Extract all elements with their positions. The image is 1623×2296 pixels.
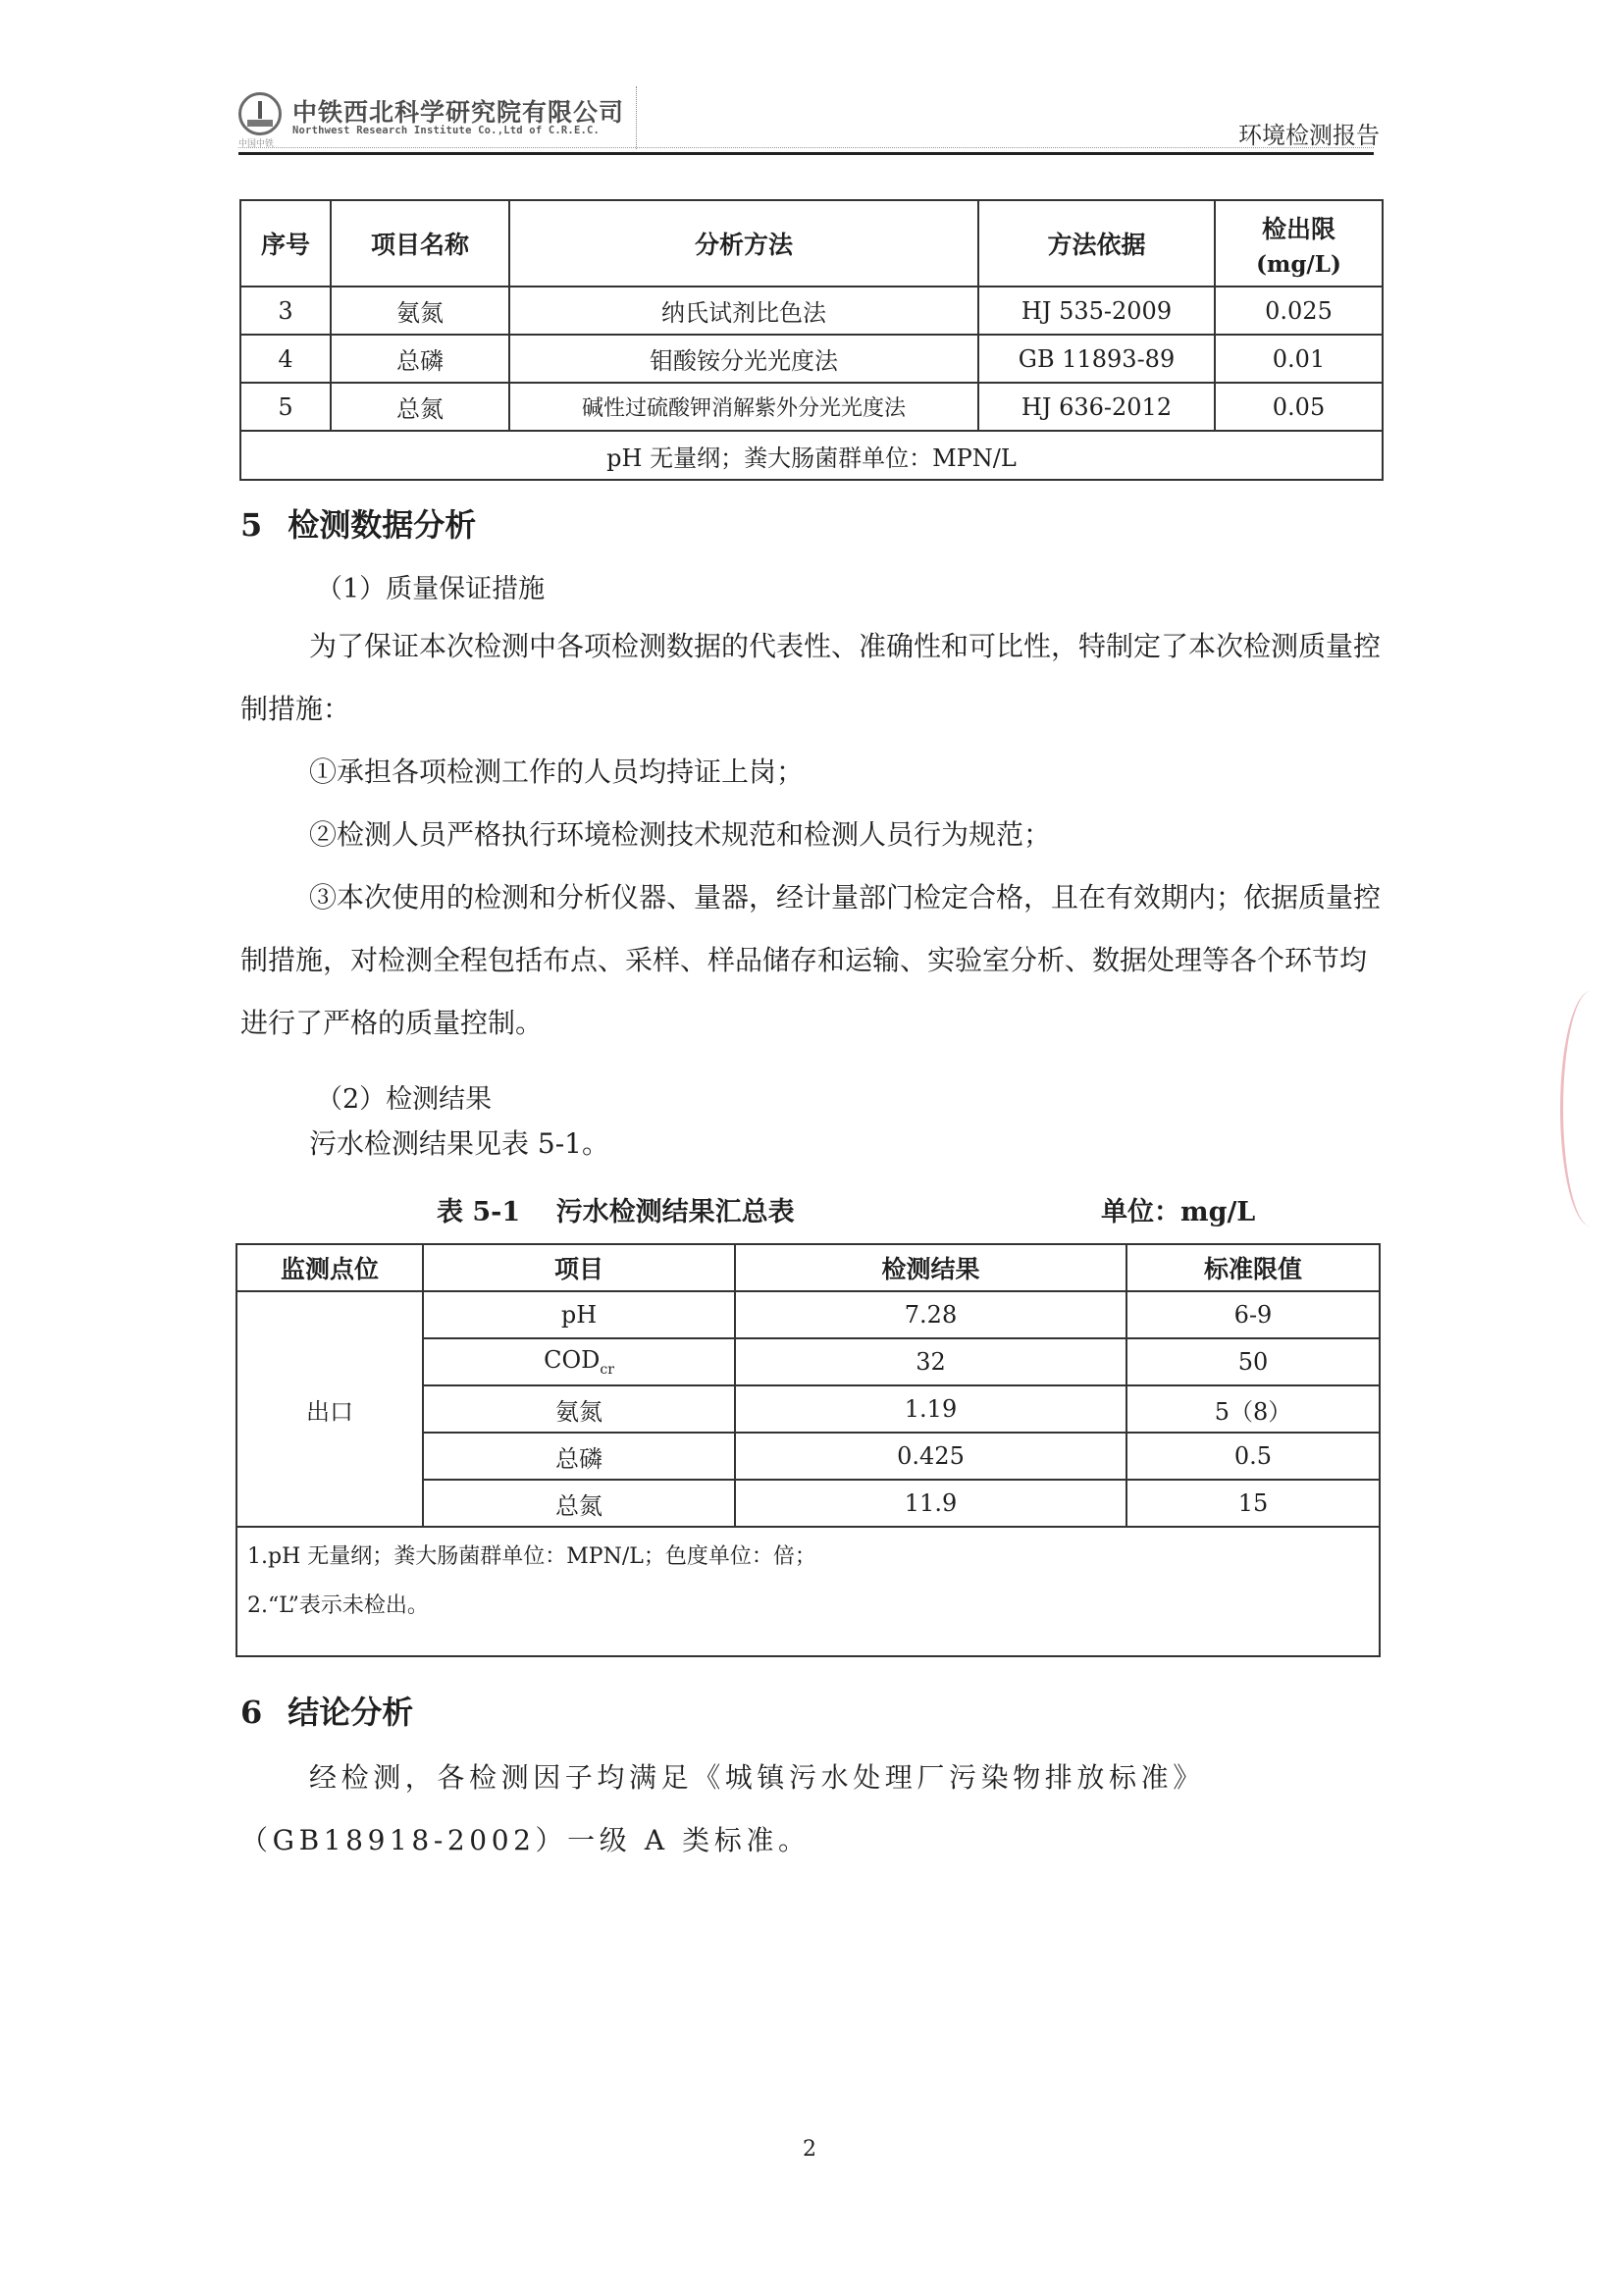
table-notes [236,1527,1380,1656]
table-row [240,335,1383,383]
cell-result: 11.9 [735,1480,1126,1527]
cell-no: 3 [240,287,331,335]
section-title: 检测数据分析 [288,506,477,544]
note-2: 2.“L”表示未检出。 [247,1593,429,1618]
cell-standard: 15 [1126,1480,1380,1527]
cell-location: 出口 [236,1291,423,1527]
cell-item [423,1338,735,1385]
header-no: 序号 [240,200,331,287]
section-number: 6 [240,1694,263,1731]
cell-result: 1.19 [735,1385,1126,1433]
subsection-results: （2）检测结果 [316,1084,493,1115]
cell-method: 纳氏试剂比色法 [509,287,978,335]
table-header-row [240,200,1383,287]
table-row [236,1291,1380,1338]
cell-item: 氨氮 [331,287,509,335]
subsection-quality: （1）质量保证措施 [316,574,546,604]
cell-item: 总氮 [331,383,509,431]
table-note-row [236,1527,1380,1656]
cell-result: 7.28 [735,1291,1126,1338]
company-name-cn: 中铁西北科学研究院有限公司 [292,98,625,127]
cell-basis: HJ 636-2012 [978,383,1215,431]
paragraph-item-3: ③本次使用的检测和分析仪器、量器，经计量部门检定合格，且在有效期内；依据质量控制措施，对检测全程包括布点、采样、样品储存和运输、实验室分析、数据处理等各个环节均进行了严格的质量控制。 [240,881,1382,1039]
header-dotted-rule [238,147,1374,148]
cell-no: 4 [240,335,331,383]
cell-method: 钼酸铵分光光度法 [509,335,978,383]
header-limit-unit: (mg/L) [1256,250,1341,278]
note-1: 1.pH 无量纲；粪大肠菌群单位：MPN/L；色度单位：倍； [247,1544,816,1569]
cell-standard: 0.5 [1126,1433,1380,1480]
table-note-row [240,431,1383,480]
cell-limit: 0.025 [1215,287,1383,335]
cell-standard: 5（8） [1126,1385,1380,1433]
cell-limit: 0.01 [1215,335,1383,383]
cell-item: 氨氮 [423,1385,735,1433]
crec-logo-icon [238,92,282,135]
cell-standard: 6-9 [1126,1291,1380,1338]
cell-limit: 0.05 [1215,383,1383,431]
cell-item: 总氮 [423,1480,735,1527]
cell-basis: GB 11893-89 [978,335,1215,383]
cell-result: 0.425 [735,1433,1126,1480]
table-unit: 单位：mg/L [1101,1197,1256,1227]
table-row [240,383,1383,431]
report-title: 环境检测报告 [1238,122,1380,149]
paragraph-item-2: ②检测人员严格执行环境检测技术规范和检测人员行为规范； [309,818,1052,851]
analysis-method-table [239,199,1384,481]
page-number: 2 [803,2137,816,2162]
logo-subtitle: 中国中铁 [238,139,275,149]
item-subscript: cr [600,1361,614,1378]
cell-method: 碱性过硫酸钾消解紫外分光光度法 [509,383,978,431]
sewage-results-table [236,1243,1381,1657]
company-name-en: Northwest Research Institute Co.,Ltd of C.R.E.C. [292,125,601,136]
paragraph-item-1: ①承担各项检测工作的人员均持证上岗； [309,756,805,788]
section-5-heading [240,500,476,546]
table-caption: 表 5-1 污水检测结果汇总表 [437,1197,795,1227]
paragraph-intro: 为了保证本次检测中各项检测数据的代表性、准确性和可比性，特制定了本次检测质量控制措施： [240,630,1382,725]
paragraph-conclusion: 经检测，各检测因子均满足《城镇污水处理厂污染物排放标准》（GB18918-2002）一级 A 类标准。 [240,1761,1205,1856]
item-name: COD [544,1346,601,1375]
cell-item: 总磷 [423,1433,735,1480]
header-limit [1215,200,1383,287]
paragraph-results-ref: 污水检测结果见表 5-1。 [309,1127,609,1160]
red-seal-fragment [1560,991,1622,1226]
header-standard: 标准限值 [1126,1244,1380,1291]
header-item: 项目名称 [331,200,509,287]
header-basis: 方法依据 [978,200,1215,287]
section-6-heading [240,1688,413,1733]
table-note: pH 无量纲；粪大肠菌群单位：MPN/L [240,431,1383,480]
header-rule [238,152,1374,155]
section-number: 5 [240,506,263,544]
cell-basis: HJ 535-2009 [978,287,1215,335]
header-limit-label: 检出限 [1261,214,1335,243]
cell-item: pH [423,1291,735,1338]
table-header-row [236,1244,1380,1291]
header-result: 检测结果 [735,1244,1126,1291]
header-divider [636,86,637,149]
cell-result: 32 [735,1338,1126,1385]
table-row [240,287,1383,335]
cell-item: 总磷 [331,335,509,383]
header-method: 分析方法 [509,200,978,287]
section-title: 结论分析 [288,1694,414,1731]
cell-standard: 50 [1126,1338,1380,1385]
company-logo [238,90,636,147]
cell-no: 5 [240,383,331,431]
header-location: 监测点位 [236,1244,423,1291]
header-item: 项目 [423,1244,735,1291]
